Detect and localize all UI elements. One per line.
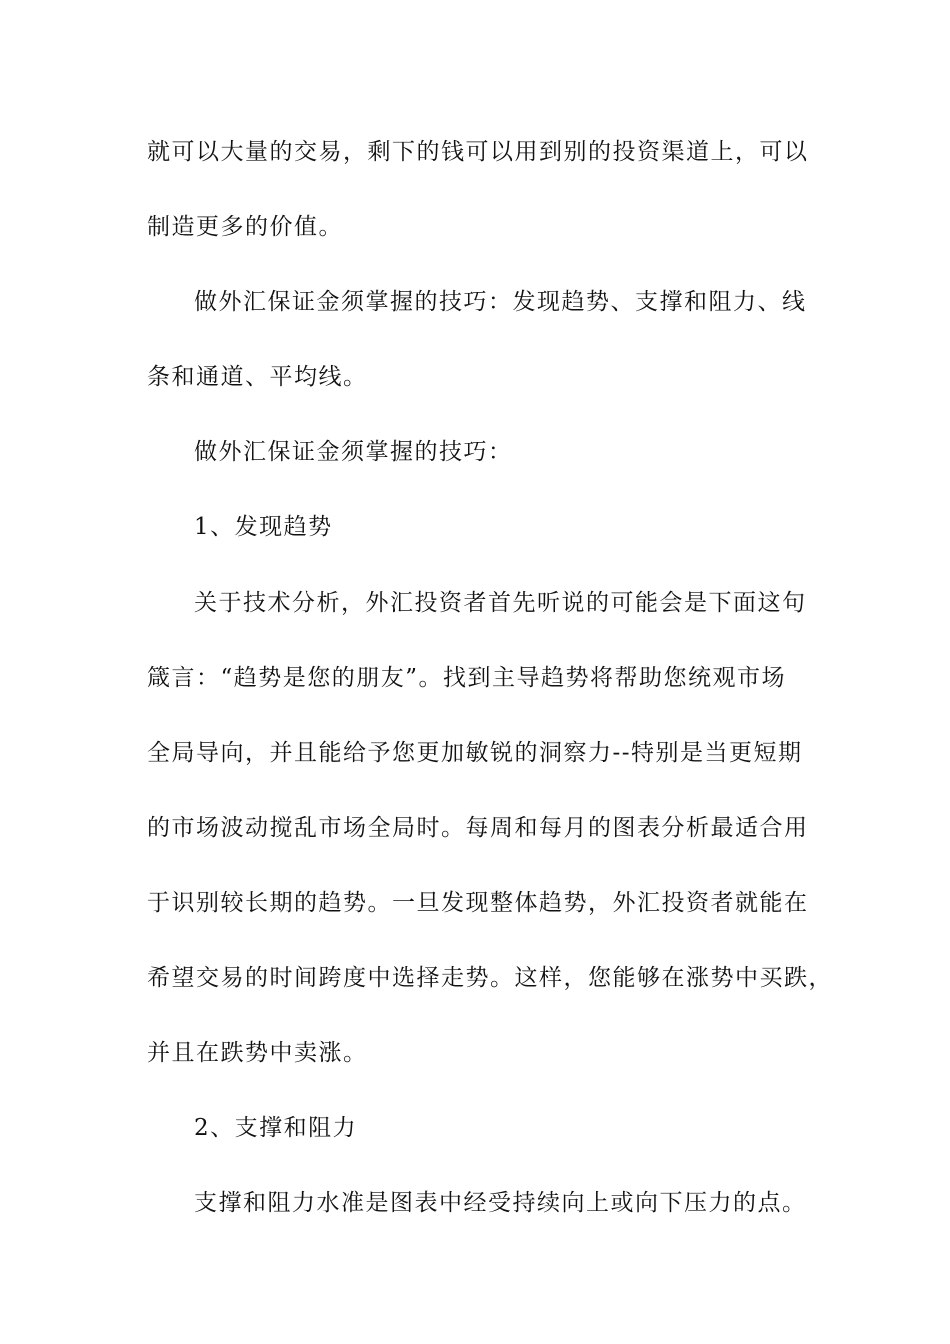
paragraph-first-line: 做外汇保证金须掌握的技巧：发现趋势、支撑和阻力、线	[194, 289, 807, 315]
body-text-line: 希望交易的时间跨度中选择走势。这样，您能够在涨势中买跌，	[147, 965, 833, 991]
body-text-line: 并且在跌势中卖涨。	[147, 1040, 368, 1066]
body-text-line: 箴言：“趋势是您的朋友”。找到主导趋势将帮助您统观市场	[147, 665, 787, 691]
body-text-line: 全局导向，并且能给予您更加敏锐的洞察力--特别是当更短期	[147, 740, 803, 766]
body-text-line: 的市场波动搅乱市场全局时。每周和每月的图表分析最适合用	[147, 815, 809, 841]
paragraph-first-line: 支撑和阻力水准是图表中经受持续向上或向下压力的点。	[194, 1190, 807, 1216]
body-text-line: 制造更多的价值。	[147, 214, 343, 240]
body-text-line: 于识别较长期的趋势。一旦发现整体趋势，外汇投资者就能在	[147, 890, 809, 916]
section-heading-1: 1、发现趋势	[194, 514, 333, 540]
section-heading-2: 2、支撑和阻力	[194, 1115, 358, 1141]
body-text-line: 就可以大量的交易，剩下的钱可以用到别的投资渠道上，可以	[147, 139, 809, 165]
paragraph-first-line: 关于技术分析，外汇投资者首先听说的可能会是下面这句	[194, 590, 807, 616]
body-text-line: 条和通道、平均线。	[147, 364, 368, 390]
paragraph-first-line: 做外汇保证金须掌握的技巧：	[194, 439, 513, 465]
